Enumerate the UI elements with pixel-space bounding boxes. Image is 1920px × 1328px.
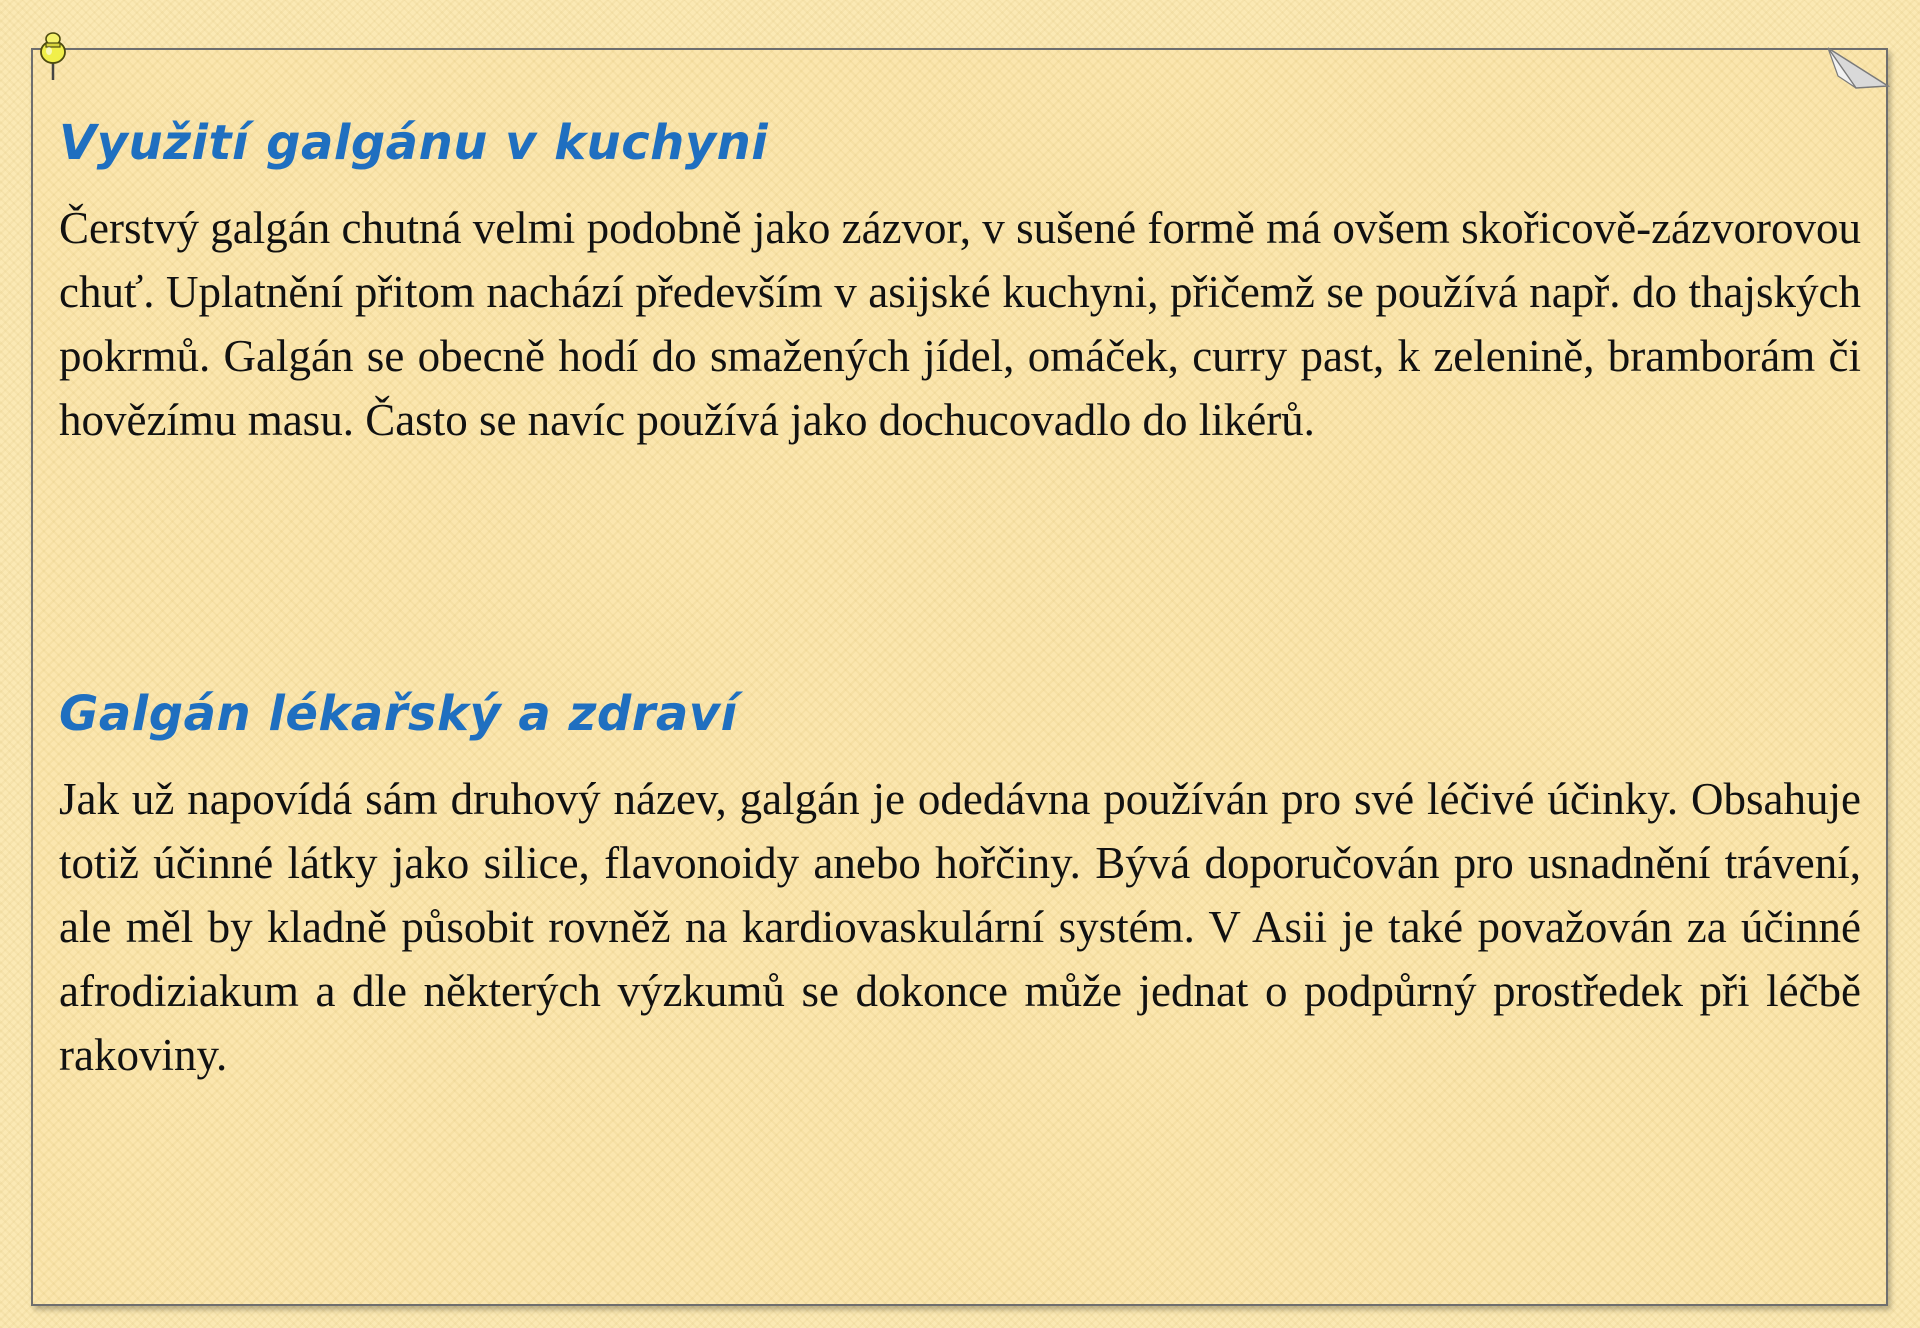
section-paragraph: Jak už napovídá sám druhový název, galgán je odedávna používán pro své léčivé účinky. Obsahuje totiž účinné látky jako silice, flavonoidy anebo hořčiny. Bývá doporučován pro usnadnění trávení, ale měl by kladně působit rovněž na kardiovaskulární systém. V Asii je také považován za účinné afrodiziakum a dle některých výzkumů se dokonce může jednat o podpůrný prostředek při léčbě rakoviny. [59, 774, 1861, 1080]
section-medical-health [59, 683, 1861, 1087]
page-curl-icon [1826, 46, 1890, 90]
section-paragraph: Čerstvý galgán chutná velmi podobně jako zázvor, v sušené formě má ovšem skořicově-zázvorovou chuť. Uplatnění přitom nachází především v asijské kuchyni, přičemž se používá např. do thajských pokrmů. Galgán se obecně hodí do smažených jídel, omáček, curry past, k zelenině, bramborám či hovězímu masu. Často se navíc používá jako dochucovadlo do likérů. [59, 203, 1861, 445]
section-heading: Využití galgánu v kuchyni [59, 115, 769, 171]
section-heading: Galgán lékařský a zdraví [59, 686, 738, 742]
pushpin-icon [36, 30, 70, 82]
section-culinary-use [59, 112, 1861, 452]
